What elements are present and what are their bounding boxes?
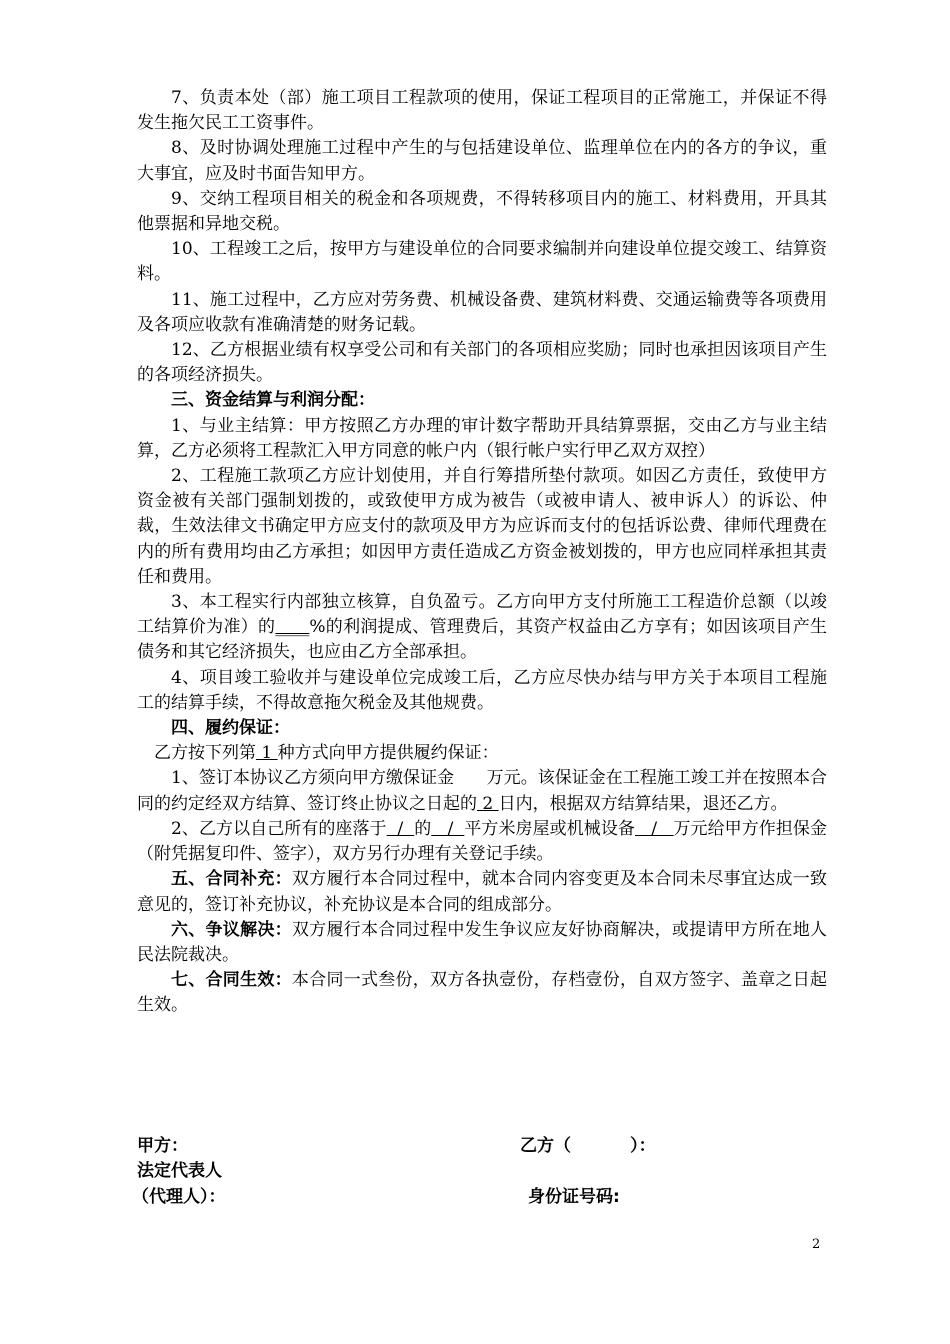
- legal-representative-label: 法定代表人: [137, 1161, 222, 1181]
- item-2-text-b: 的: [414, 818, 432, 839]
- item-1-text-b: 万元。该保证金在工程施工竣工并在按照本合同的约定经双方结算、签订终止协议之日起的: [137, 768, 827, 814]
- contract-body: [137, 86, 827, 1019]
- section-5: [137, 867, 827, 917]
- section-6-heading: 六、争议解决：: [171, 919, 292, 940]
- party-a-label: 甲方：: [137, 1136, 188, 1156]
- clause-11: 11、施工过程中，乙方应对劳务费、机械设备费、建筑材料费、交通运输费等各项费用及各项应收款有准确清楚的财务记载。: [137, 289, 827, 335]
- item-3-text-b: %的利润提成、管理费后，其资产权益由乙方享有；如因该项目产生债务和其它经济损失，也应由乙方全部承担。: [137, 617, 828, 663]
- section-4-intro: [137, 741, 827, 766]
- item-2-text-a: 2、乙方以自己所有的座落于: [171, 818, 387, 839]
- section-6: [137, 918, 827, 968]
- clause-12: 12、乙方根据业绩有权享受公司和有关部门的各项相应奖励；同时也承担因该项目产生的各项经济损失。: [137, 340, 827, 386]
- section-5-heading: 五、合同补充：: [171, 869, 292, 890]
- id-number-label: 身份证号码:: [528, 1187, 620, 1207]
- item-2-text-d: 万元给甲方作担保金（附凭据复印件、签字），双方另行办理有关登记手续。: [137, 818, 827, 865]
- clause-9: 9、交纳工程项目相关的税金和各项规费，不得转移项目内的施工、材料费用，开具其他票据和异地交税。: [137, 188, 827, 235]
- agent-label: （代理人）：: [132, 1187, 226, 1207]
- section-4-item-2: [137, 817, 827, 867]
- location-blank: /: [386, 818, 415, 839]
- section-3-item-2: 2、工程施工款项乙方应计划使用，并自行筹措所垫付款项。如因乙方责任，致使甲方资金被有关部门强制划拨的，或致使甲方成为被告（或被申请人、被申诉人）的诉讼、仲裁，生效法律文书确定甲方应支付的款项及甲方为应诉而支付的包括诉讼费、律师代理费在内的所有费用均由乙方承担；如因甲方责任造成乙方资金被划拨的，甲方也应同样承担其责任和费用。: [137, 466, 827, 587]
- guarantee-amount-blank: /: [634, 818, 674, 839]
- intro-text-a: 乙方按下列第: [154, 743, 256, 764]
- section-3-item-3: [137, 590, 827, 666]
- page-number: 2: [812, 1237, 821, 1252]
- section-6-body: 双方履行本合同过程中发生争议应友好协商解决，或提请甲方所在地人民法院裁决。: [137, 919, 828, 965]
- section-5-body: 双方履行本合同过程中，就本合同内容变更及本合同未尽事宜达成一致意见的，签订补充协议，补充协议是本合同的组成部分。: [137, 869, 828, 915]
- section-4-item-1: [137, 766, 827, 816]
- area-blank: /: [431, 818, 465, 839]
- item-1-text-a: 1、签订本协议乙方须向甲方缴保证金: [171, 768, 455, 789]
- section-7-body: 本合同一式叁份，双方各执壹份，存档壹份，自双方签字、盖章之日起生效。: [137, 970, 828, 1016]
- deposit-amount-gap: [454, 768, 487, 788]
- intro-text-b: 种方式向甲方提供履约保证：: [277, 743, 499, 764]
- item-3-text-a: 3、本工程实行内部独立核算，自负盈亏。乙方向甲方支付所施工工程造价总额（以竣工结算价为准）的: [137, 592, 827, 638]
- item-1-text-c: 日内，根据双方结算结果，退还乙方。: [498, 793, 788, 814]
- profit-percent-blank: ____: [275, 617, 310, 638]
- party-b-label: 乙方（ ）：: [520, 1136, 656, 1156]
- method-number-blank: 1: [256, 743, 278, 764]
- section-3-item-4: 4、项目竣工验收并与建设单位完成竣工后，乙方应尽快办结与甲方关于本项目工程施工的结算手续，不得故意拖欠税金及其他规费。: [137, 667, 827, 713]
- section-4-heading: 四、履约保证：: [171, 718, 290, 739]
- section-7-heading: 七、合同生效：: [171, 970, 292, 991]
- section-7: [137, 968, 827, 1018]
- section-3-item-1: 1、与业主结算：甲方按照乙方办理的审计数字帮助开具结算票据，交由乙方与业主结算，乙方必须将工程款汇入甲方同意的帐户内（银行帐户实行甲乙双方双控）: [137, 415, 827, 461]
- clause-8: 8、及时协调处理施工过程中产生的与包括建设单位、监理单位在内的各方的争议，重大事宜，应及时书面告知甲方。: [137, 138, 827, 184]
- days-blank: 2: [477, 793, 499, 814]
- section-3-heading: 三、资金结算与利润分配：: [171, 390, 375, 411]
- item-2-text-c: 平方米房屋或机械设备: [464, 818, 635, 839]
- clause-10: 10、工程竣工之后，按甲方与建设单位的合同要求编制并向建设单位提交竣工、结算资料。: [137, 239, 827, 285]
- clause-7: 7、负责本处（部）施工项目工程款项的使用，保证工程项目的正常施工，并保证不得发生拖欠民工工资事件。: [137, 88, 827, 134]
